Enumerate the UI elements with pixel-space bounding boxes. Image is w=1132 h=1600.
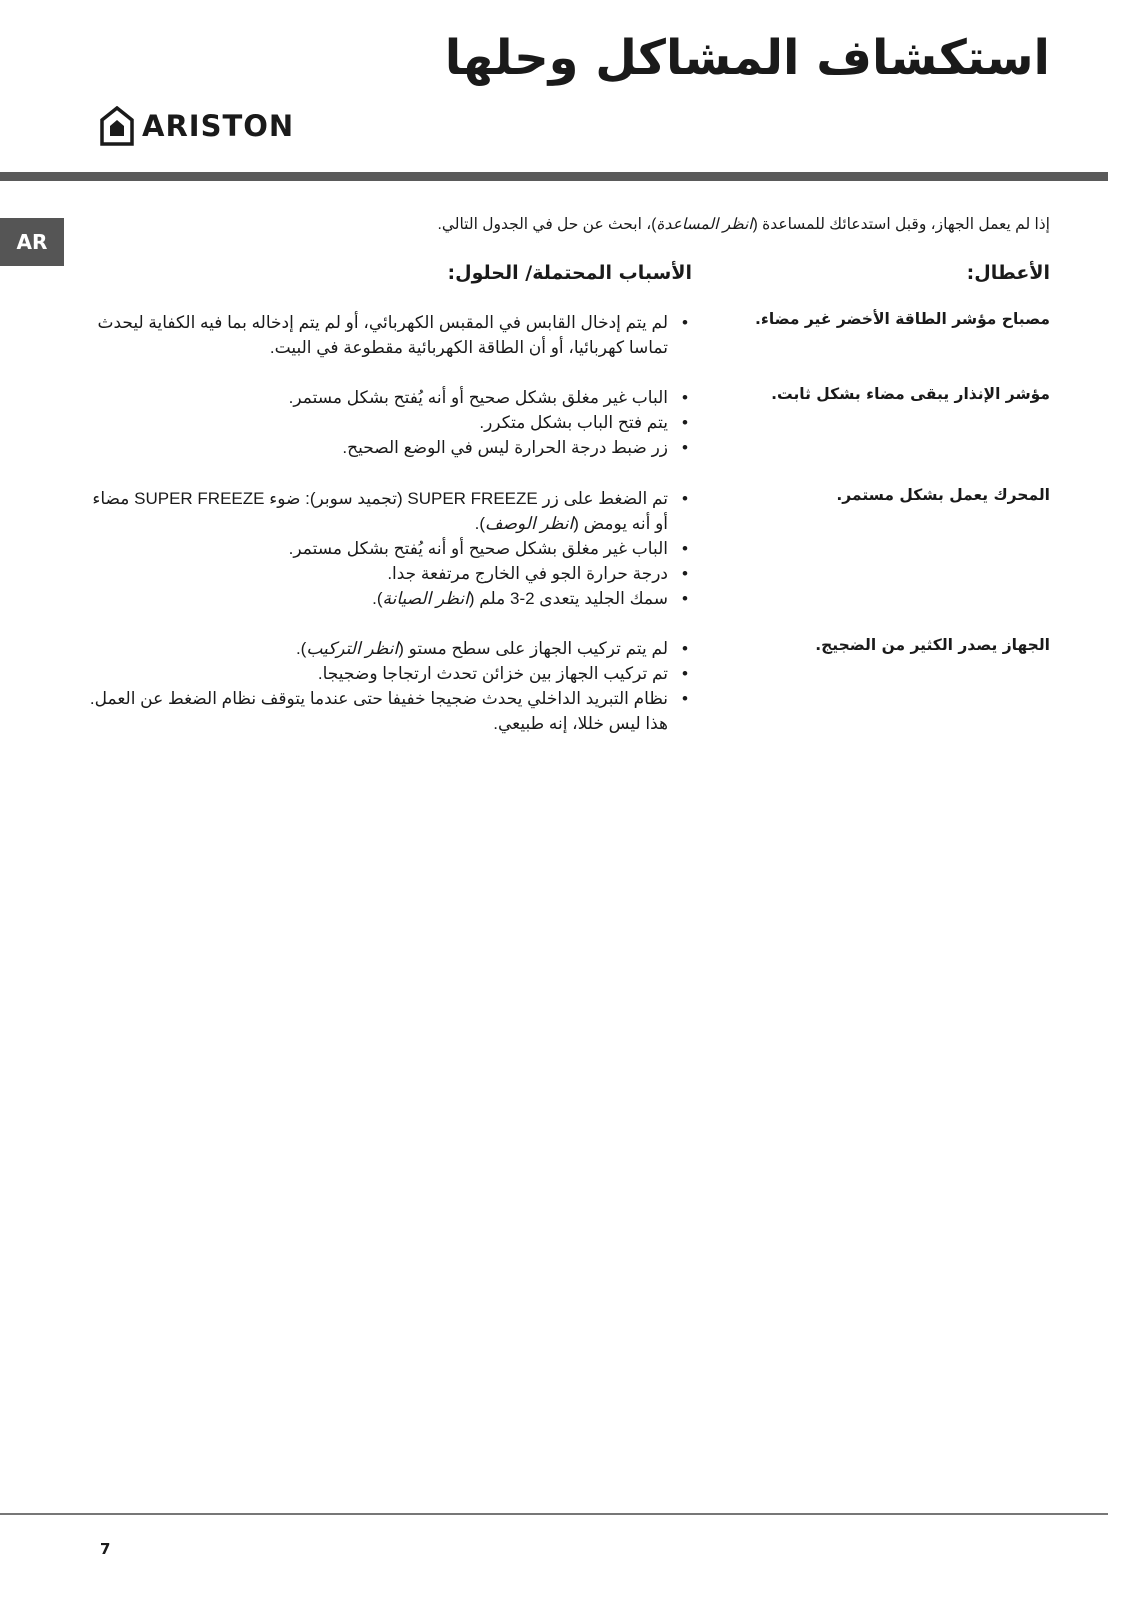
fault-label: المحرك يعمل بشكل مستمر.	[836, 486, 1050, 504]
cause-item	[80, 410, 690, 435]
cause-item	[80, 310, 690, 360]
causes-list	[80, 636, 690, 736]
intro-after: )، ابحث عن حل في الجدول التالي.	[437, 216, 657, 233]
cause-item	[80, 435, 690, 460]
page-number: 7	[100, 1540, 111, 1558]
causes-list	[80, 486, 690, 611]
footer-rule	[0, 1513, 1108, 1515]
cause-text: زر ضبط درجة الحرارة ليس في الوضع الصحيح.	[342, 438, 668, 457]
cause-text: الباب غير مغلق بشكل صحيح أو أنه يُفتح بشكل مستمر.	[288, 388, 668, 407]
header-rule	[0, 172, 1108, 181]
cause-closing: ).	[474, 514, 485, 533]
cause-item	[80, 561, 690, 586]
cause-item	[80, 486, 690, 536]
fault-label: مؤشر الإنذار يبقى مضاء بشكل ثابت.	[771, 385, 1050, 403]
cause-item	[80, 661, 690, 686]
fault-label: الجهاز يصدر الكثير من الضجيج.	[815, 636, 1050, 654]
cause-item	[80, 636, 690, 661]
causes-column-header: الأسباب المحتملة/ الحلول:	[447, 262, 692, 284]
intro-before: إذا لم يعمل الجهاز، وقبل استدعائك للمساعدة (	[752, 216, 1050, 233]
cause-text: لم يتم تركيب الجهاز على سطح مستو (	[398, 639, 668, 658]
cause-text: تم تركيب الجهاز بين خزائن تحدث ارتجاجا وضجيجا.	[317, 664, 668, 683]
language-label: AR	[16, 230, 48, 254]
house-shield-icon	[100, 106, 134, 146]
faults-column-header: الأعطال:	[966, 262, 1050, 284]
cause-item	[80, 385, 690, 410]
cause-text: تم الضغط على زر SUPER FREEZE (تجميد سوبر): ضوء SUPER FREEZE مضاء أو أنه يومض (	[92, 489, 668, 533]
cause-text: نظام التبريد الداخلي يحدث ضجيجا خفيفا حتى عندما يتوقف نظام الضغط عن العمل. هذا ليس خللا، إنه طبيعي.	[89, 689, 668, 733]
causes-list	[80, 310, 690, 360]
cause-text: سمك الجليد يتعدى 2-3 ملم (	[468, 589, 668, 608]
cause-item	[80, 536, 690, 561]
cause-item	[80, 686, 690, 736]
cause-closing: ).	[295, 639, 307, 658]
cause-text: لم يتم إدخال القابس في المقبس الكهربائي، أو لم يتم إدخاله بما فيه الكفاية ليحدث تماسا كهربائيا، أو أن الطاقة الكهربائية مقطوعة في البيت.	[97, 313, 668, 357]
cause-text: درجة حرارة الجو في الخارج مرتفعة جدا.	[387, 564, 668, 583]
causes-list	[80, 385, 690, 460]
cause-closing: ).	[372, 589, 383, 608]
intro-help-reference: انظر المساعدة	[656, 216, 753, 233]
cause-reference: انظر الصيانة	[382, 589, 469, 608]
intro-text	[438, 215, 1050, 234]
language-tab	[0, 218, 64, 266]
cause-item	[80, 586, 690, 611]
cause-reference: انظر التركيب	[306, 639, 399, 658]
cause-text: يتم فتح الباب بشكل متكرر.	[479, 413, 668, 432]
brand-name: ARISTON	[142, 109, 295, 143]
page-title: استكشاف المشاكل وحلها	[444, 30, 1050, 86]
cause-text: الباب غير مغلق بشكل صحيح أو أنه يُفتح بشكل مستمر.	[288, 539, 668, 558]
fault-label: مصباح مؤشر الطاقة الأخضر غير مضاء.	[755, 310, 1050, 328]
brand-logo	[100, 106, 294, 146]
cause-reference: انظر الوصف	[484, 514, 574, 533]
